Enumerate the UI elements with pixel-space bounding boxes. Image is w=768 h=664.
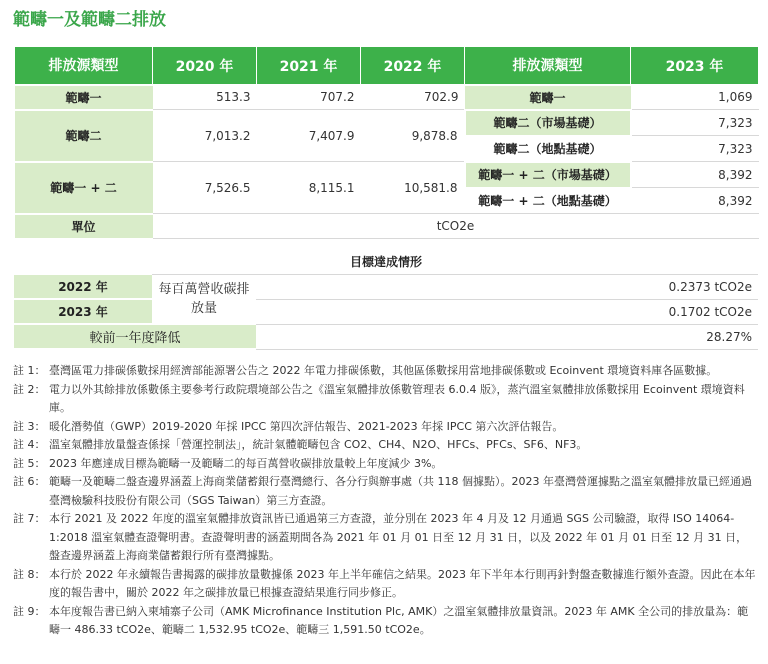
scope2-location-value: 7,323: [631, 136, 759, 162]
unit-value: tCO2e: [153, 214, 759, 239]
scope12-2020: 7,526.5: [153, 162, 257, 214]
header-2022: 2022 年: [361, 47, 465, 85]
footnote: [13, 362, 758, 381]
scope12-market-value: 8,392: [631, 162, 759, 188]
target-2022-value: 0.2373 tCO2e: [256, 274, 758, 299]
footnote: [13, 436, 758, 455]
footnote-key: 註 1：: [13, 364, 46, 377]
header-source-type: 排放源類型: [15, 47, 153, 85]
footnote-key: 註 6：: [13, 475, 46, 488]
target-2023-value: 0.1702 tCO2e: [256, 299, 758, 324]
scope1-2021: 707.2: [257, 85, 361, 110]
footnote: [13, 566, 758, 603]
header-2020: 2020 年: [153, 47, 257, 85]
footnote: [13, 381, 758, 418]
scope2-2022: 9,878.8: [361, 110, 465, 162]
footnote: [13, 603, 758, 640]
target-2023-label: 2023 年: [14, 299, 152, 324]
footnote-key: 註 2：: [13, 382, 46, 396]
footnote-text: 電力以外其餘排放係數係主要參考行政院環境部公告之《溫室氣體排放係數管理表 6.0.4 版》，蒸汽溫室氣體排放係數採用 Ecoinvent 環境資料庫。: [49, 382, 745, 414]
scope12-location-value: 8,392: [631, 188, 759, 214]
footnote-text: 本行於 2022 年永續報告書揭露的碳排放量數據係 2023 年上半年確信之結果。2023 年下半年本行則再針對盤查數據進行額外查證。因此在本年度的報告書中，關於 2022 年之碳排放量已根據查證結果進行同步修正。: [49, 567, 756, 599]
target-2022-label: 2022 年: [14, 274, 152, 299]
page-title: 範疇一及範疇二排放: [13, 10, 166, 30]
scope1-label: 範疇一: [15, 85, 153, 110]
table-row: [14, 324, 758, 349]
table-row: [15, 162, 759, 188]
scope2-market-value: 7,323: [631, 110, 759, 136]
table-row: [15, 214, 759, 239]
footnote-key: 註 3：: [13, 419, 46, 433]
footnote-text: 本年度報告書已納入柬埔寨子公司（AMK Microfinance Institution Plc, AMK）之溫室氣體排放量資訊。2023 年 AMK 全公司的排放量為：範疇一 486.33 tCO2e、範疇二 1,532.95 tCO2e、範疇三 1,591.50 tCO2e。: [49, 604, 749, 636]
table-row: [14, 249, 758, 274]
footnote: [13, 510, 758, 566]
header-2023: 2023 年: [631, 47, 759, 85]
footnote-text: 本行 2021 及 2022 年度的溫室氣體排放資訊皆已通過第三方查證，並分別在 2023 年 4 月及 12 月通過 SGS 公司驗證，取得 ISO 14064-1:2018 溫室氣體查證聲明書。查證聲明書的涵蓋期間各為 2021 年 01 月 01 日至 12 月 31 日，以及 2022 年 01 月 01 日至 12 月 31 日，盤查邊界涵蓋上海商業儲蓄銀行所有臺灣據點。: [49, 512, 748, 562]
scope12-2021: 8,115.1: [257, 162, 361, 214]
decrease-value: 28.27%: [256, 324, 758, 349]
scope1-2022: 702.9: [361, 85, 465, 110]
footnote-text: 暖化潛勢值（GWP）2019-2020 年採 IPCC 第四次評估報告、2021-2023 年採 IPCC 第六次評估報告。: [49, 419, 564, 433]
target-title: 目標達成情形: [14, 249, 758, 274]
footnote-key: 註 8：: [13, 567, 46, 581]
table-row: [14, 299, 758, 324]
scope2-location-label: 範疇二（地點基礎）: [465, 136, 631, 162]
footnote: [13, 418, 758, 437]
scope2-label: 範疇二: [15, 110, 153, 162]
footnote: [13, 455, 758, 474]
footnotes: [13, 362, 758, 640]
scope12-location-label: 範疇一 + 二（地點基礎）: [465, 188, 631, 214]
scope2-2021: 7,407.9: [257, 110, 361, 162]
header-source-type-2023: 排放源類型: [465, 47, 631, 85]
table-header-row: [15, 47, 759, 85]
footnote-key: 註 9：: [13, 604, 46, 618]
footnote-text: 溫室氣體排放量盤查係採「營運控制法」，統計氣體範疇包含 CO2、CH4、N2O、HFCs、PFCs、SF6、NF3。: [49, 438, 588, 451]
header-2021: 2021 年: [257, 47, 361, 85]
scope12-label: 範疇一 + 二: [15, 162, 153, 214]
scope12-2022: 10,581.8: [361, 162, 465, 214]
footnote-key: 註 5：: [13, 456, 46, 470]
scope1-label-2023: 範疇一: [465, 85, 631, 110]
footnote-key: 註 7：: [13, 512, 46, 525]
scope2-market-label: 範疇二（市場基礎）: [465, 110, 631, 136]
target-table: [14, 249, 758, 350]
scope12-market-label: 範疇一 + 二（市場基礎）: [465, 162, 631, 188]
footnote-key: 註 4：: [13, 438, 46, 451]
scope1-2020: 513.3: [153, 85, 257, 110]
table-row: [14, 274, 758, 299]
scope2-2020: 7,013.2: [153, 110, 257, 162]
footnote-text: 範疇一及範疇二盤查邊界涵蓋上海商業儲蓄銀行臺灣總行、各分行與辦事處（共 118 個據點）。2023 年臺灣營運據點之溫室氣體排放量已經通過臺灣檢驗科技股份有限公司（SGS Taiwan）第三方查證。: [49, 475, 752, 507]
footnote: [13, 473, 758, 510]
table-row: [15, 110, 759, 136]
footnote-text: 2023 年應達成目標為範疇一及範疇二的每百萬營收碳排放量較上年度減少 3%。: [49, 456, 443, 470]
scope1-2023: 1,069: [631, 85, 759, 110]
target-metric-label: 每百萬營收碳排放量: [152, 274, 256, 324]
unit-label: 單位: [15, 214, 153, 239]
emissions-table: [14, 46, 759, 240]
table-row: [15, 85, 759, 110]
decrease-label: 較前一年度降低: [14, 324, 256, 349]
footnote-text: 臺灣區電力排碳係數採用經濟部能源署公告之 2022 年電力排碳係數，其他區係數採用當地排碳係數或 Ecoinvent 環境資料庫各區數據。: [49, 364, 718, 377]
